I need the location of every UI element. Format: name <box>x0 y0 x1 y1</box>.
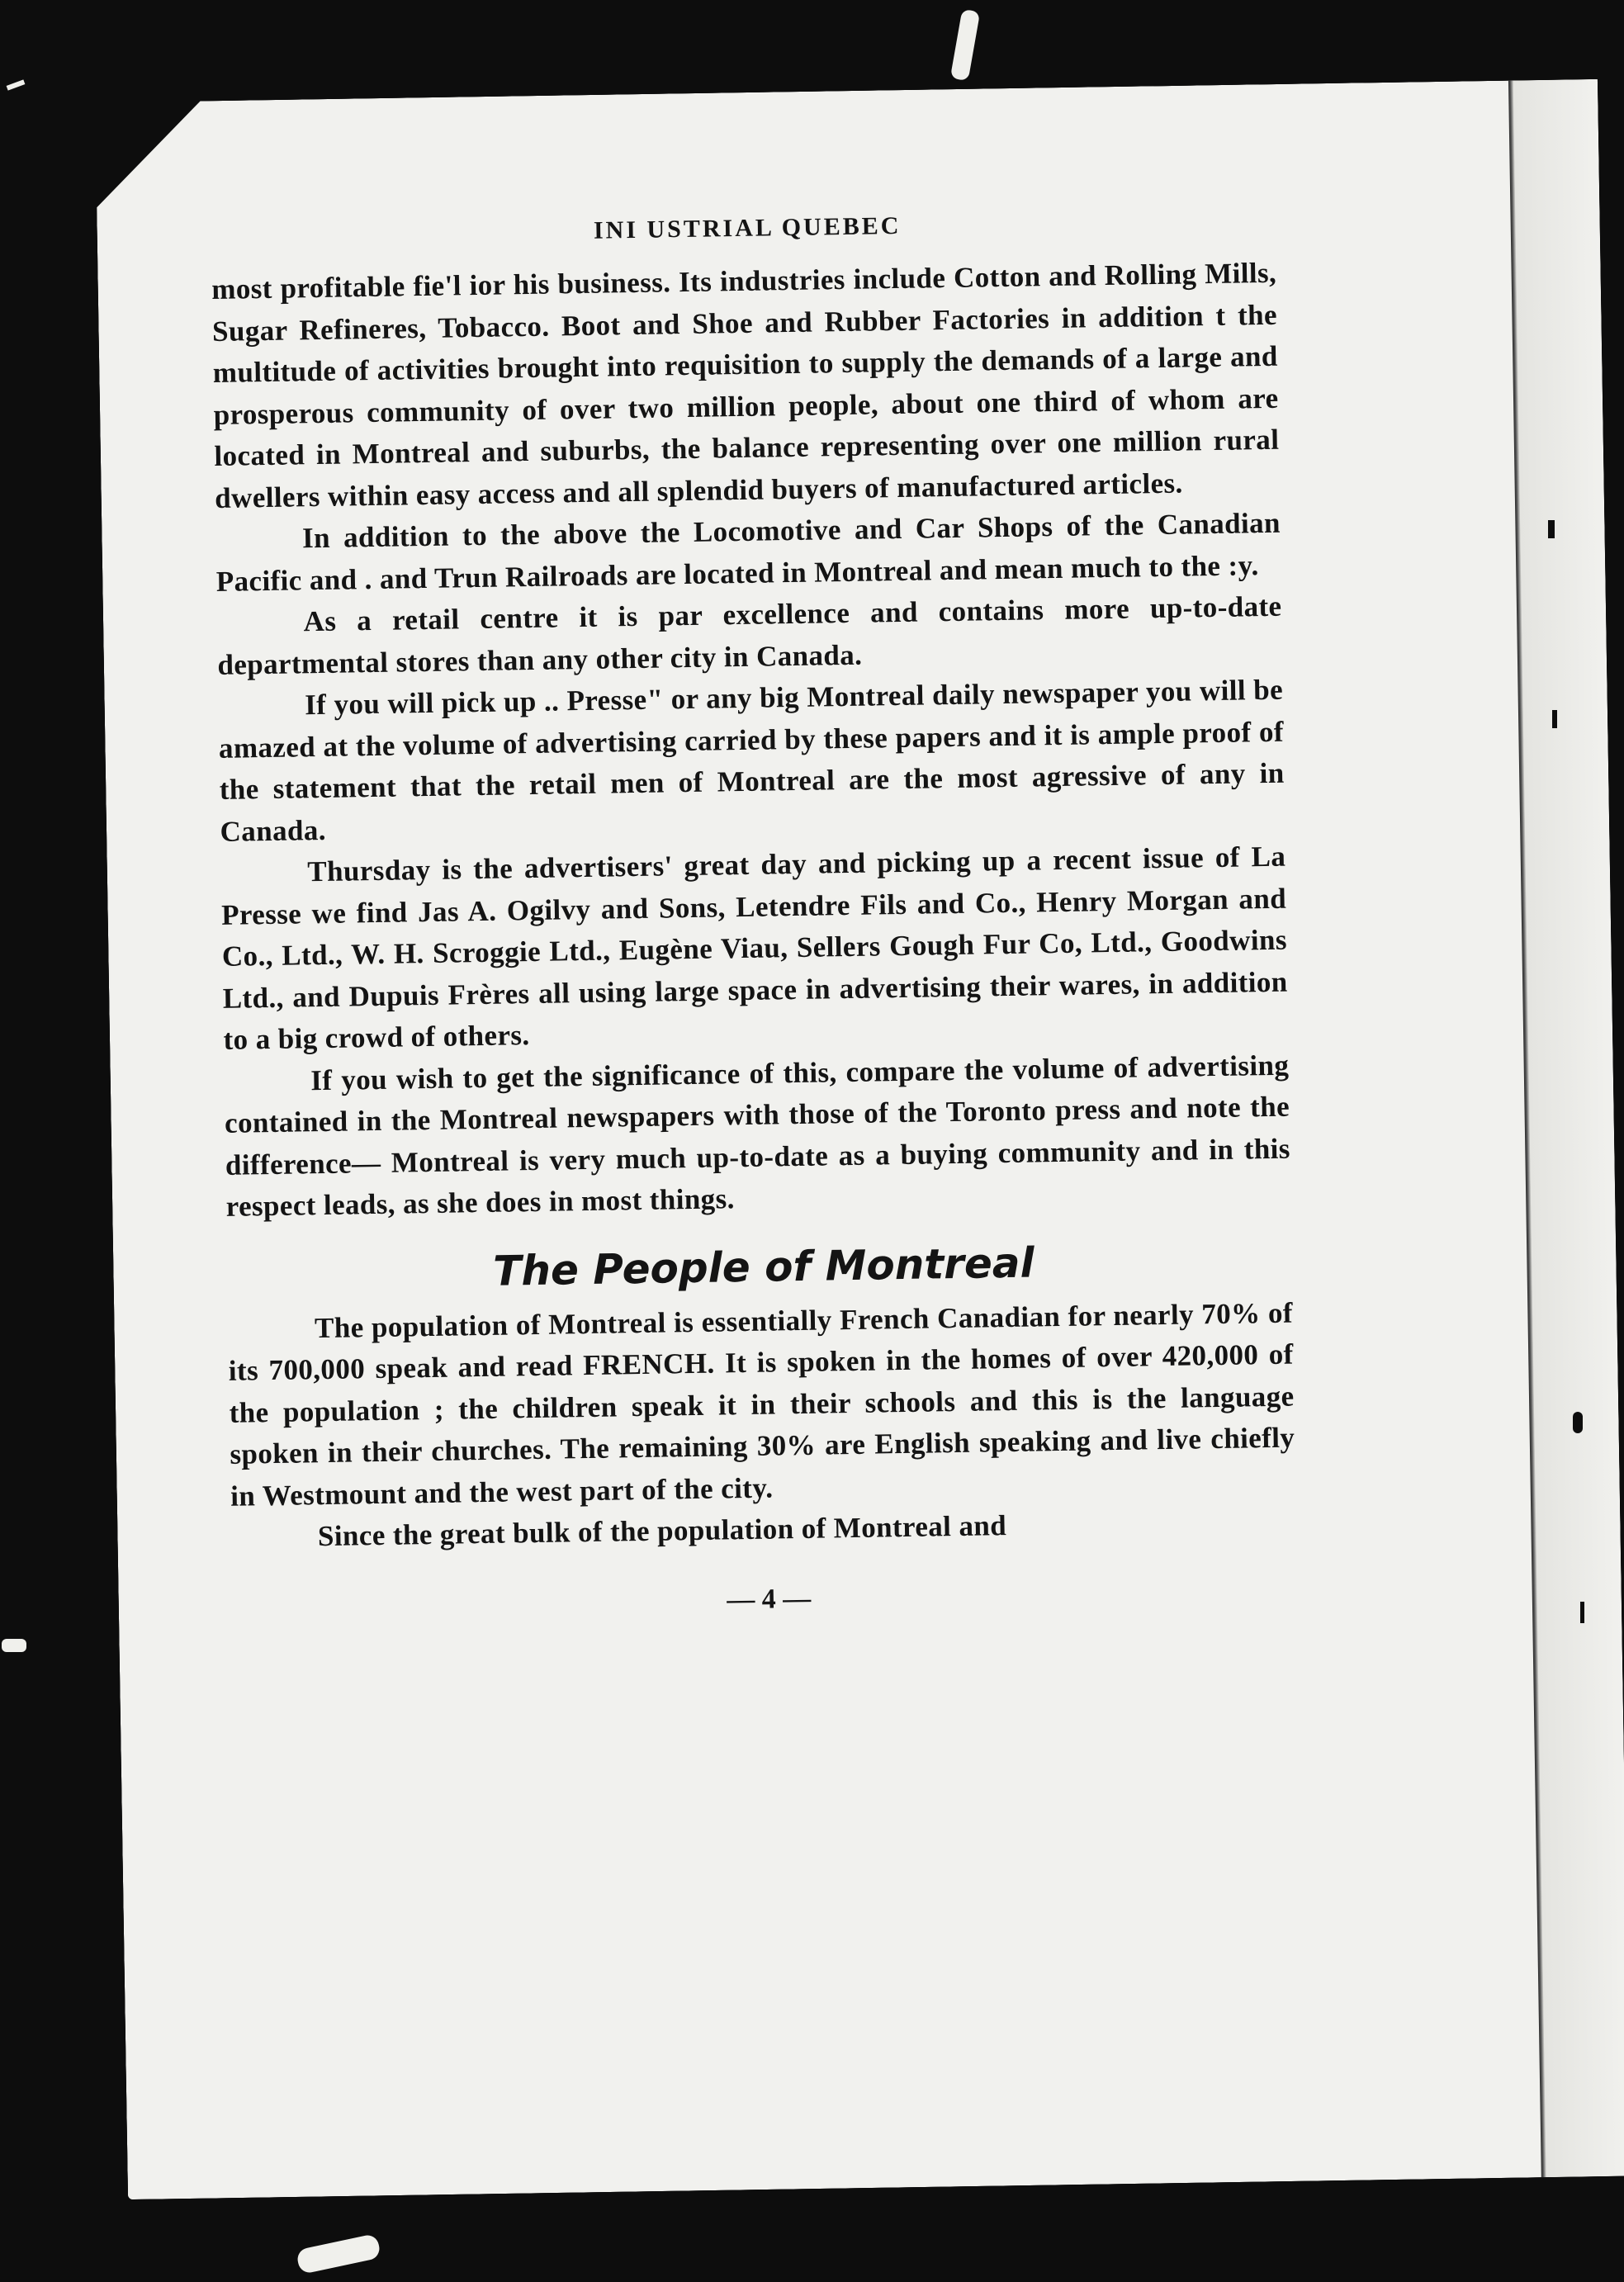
paragraph: If you will pick up .. Presse" or any big Montreal daily newspaper you will be amazed at the volume of advertising carried by these papers and it is ample proof of the statement that the retail men of Montreal are the most agressive of any in Canada. <box>218 673 1285 848</box>
paragraph: As a retail centre it is par excellence and contains more up-to-date departmental stores than any other city in Canada. <box>217 589 1282 681</box>
scan-artifact <box>1580 1602 1584 1623</box>
scan-artifact <box>296 2233 381 2275</box>
page-number: — 4 — <box>726 1583 812 1615</box>
scan-artifact <box>2 1639 26 1652</box>
scan-artifact <box>950 9 980 82</box>
paragraph: The population of Montreal is essentially French Canadian for nearly 70% of its 700,000 speak and read FRENCH. It is spoken in the homes of over 420,000 of the population ; the children speak it in their schools and this is the language spoken in their churches. The remaining 30% are English speaking and live chiefly in Westmount and the west part of the city. <box>228 1296 1295 1513</box>
scan-artifact <box>1573 1412 1583 1433</box>
scan-artifact <box>7 79 26 90</box>
adjacent-page-edge <box>1513 79 1624 2177</box>
paragraph: Since the great bulk of the population of Montreal and <box>317 1509 1007 1553</box>
page-text-block <box>211 206 1297 1624</box>
paragraph: In addition to the above the Locomotive and Car Shops of the Canadian Pacific and . and Trun Railroads are located in Montreal and mean much to the :y. <box>215 506 1281 598</box>
scan-artifact <box>1548 520 1555 538</box>
scan-artifact <box>1552 710 1557 728</box>
section-title: The People of Montreal <box>492 1238 1035 1295</box>
paragraph: Thursday is the advertisers' great day and picking up a recent issue of La Presse we find Jas A. Ogilvy and Sons, Letendre Fils and Co., Henry Morgan and Co., Ltd., W. H. Scroggie Ltd., Eugène Viau, Sellers Gough Fur Co, Ltd., Goodwins Ltd., and Dupuis Frères all using large space in advertising their wares, in addition to a big crowd of others. <box>220 840 1288 1056</box>
body-text-top <box>211 253 1291 1229</box>
running-head: INI USTRIAL QUEBEC <box>593 211 902 244</box>
paragraph: If you wish to get the significance of this, compare the volume of advertising contained in the Montreal newspapers with those of the Toronto press and note the difference— Montreal is very much up-to-date as a buying community and in this respect leads, as she does in most things. <box>224 1049 1291 1223</box>
paragraph: most profitable fie'l ior his business. Its industries include Cotton and Rolling Mills, Sugar Refineres, Tobacco. Boot and Shoe and Rubber Factories in addition t the multitude of activities brought into requisition to supply the demands of a large and prosperous community of over two million people, about one third of whom are located in Montreal and suburbs, the balance representing over one million rural dwellers within easy access and all splendid buyers of manufactured articles. <box>211 256 1280 514</box>
body-text-bottom <box>228 1292 1297 1559</box>
